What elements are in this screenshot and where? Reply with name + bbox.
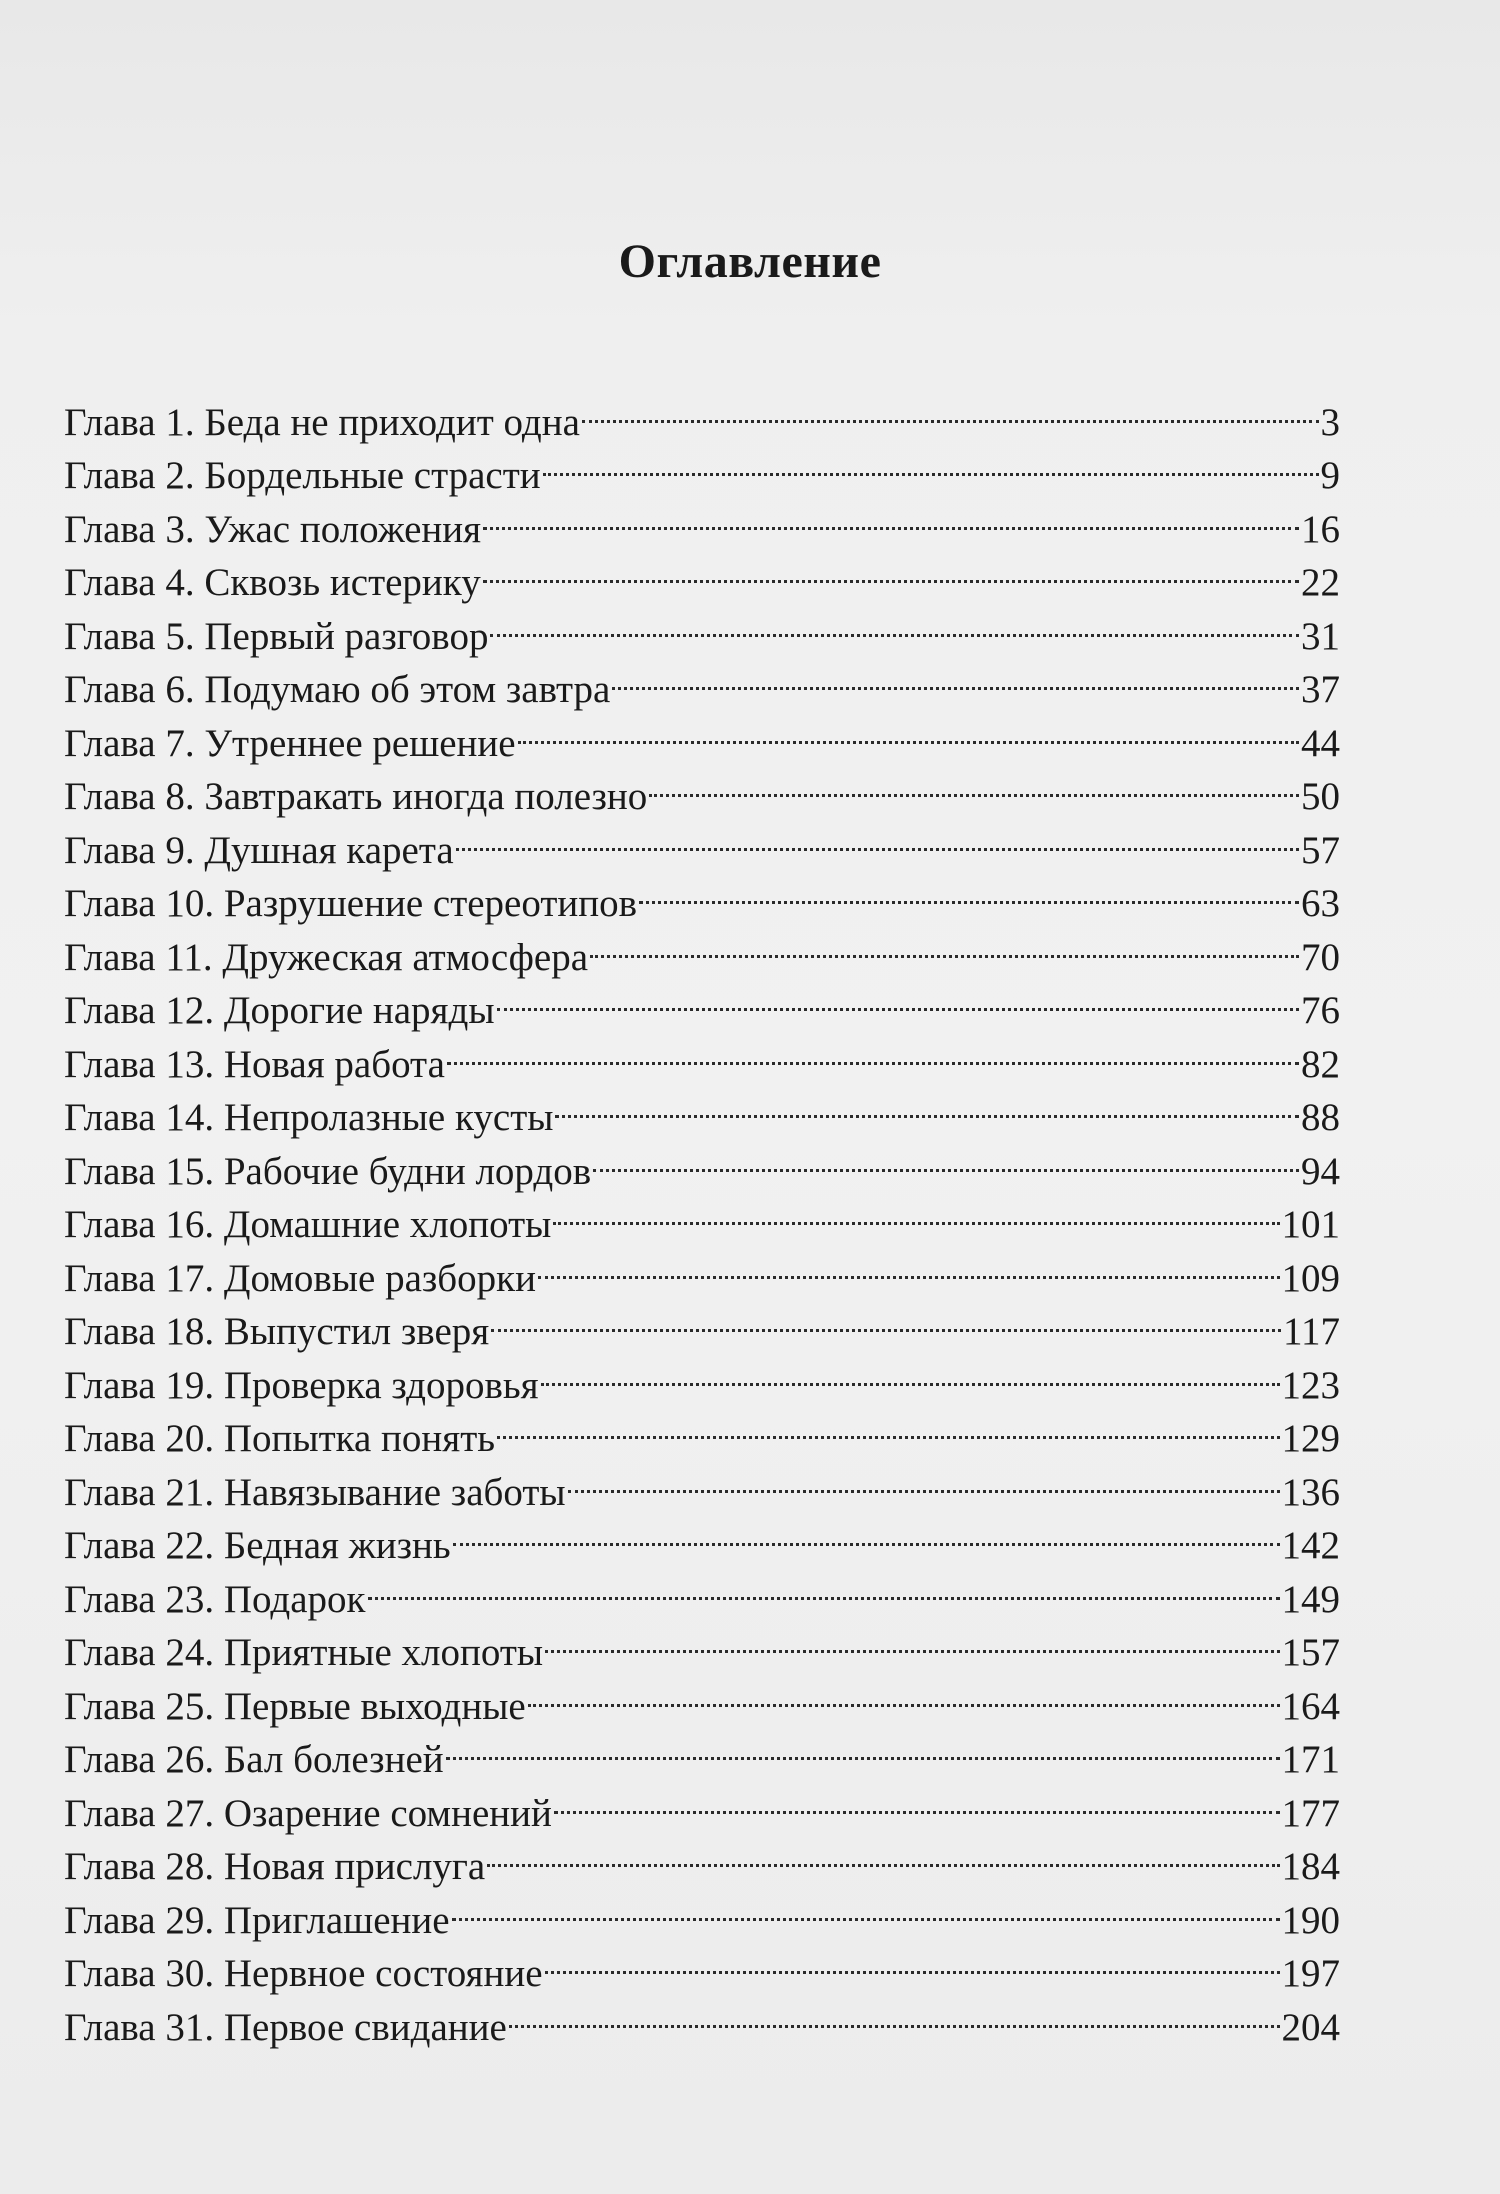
toc-entry-page-number: 190 xyxy=(1281,1898,1340,1942)
toc-entry-page-number: 184 xyxy=(1281,1845,1340,1888)
dot-leader xyxy=(490,595,1299,649)
dot-leader xyxy=(487,1826,1279,1880)
toc-entry-page-number: 16 xyxy=(1301,507,1340,551)
dot-leader xyxy=(518,702,1299,756)
toc-entry-label: Глава 9. Душная карета xyxy=(64,828,454,872)
dot-leader xyxy=(590,916,1299,970)
toc-entry-label: Глава 8. Завтракать иногда полезно xyxy=(64,775,648,818)
dot-leader xyxy=(452,1879,1280,1933)
dot-leader xyxy=(491,1291,1281,1345)
toc-entry-page-number: 157 xyxy=(1281,1631,1340,1674)
toc-entry-page-number: 31 xyxy=(1301,614,1340,658)
toc-entry-page-number: 117 xyxy=(1282,1310,1340,1353)
toc-entry-label: Глава 11. Дружеская атмосфера xyxy=(64,935,589,979)
toc-entry-page-number: 136 xyxy=(1281,1470,1340,1514)
toc-entry-label: Глава 26. Бал болезней xyxy=(64,1738,444,1781)
toc-entry-label: Глава 24. Приятные хлопоты xyxy=(64,1631,544,1674)
toc-entry-page-number: 50 xyxy=(1301,775,1340,818)
dot-leader xyxy=(483,542,1299,596)
dot-leader xyxy=(483,488,1299,542)
toc-entry-page-number: 164 xyxy=(1281,1684,1340,1728)
toc-entry-page-number: 129 xyxy=(1281,1417,1340,1460)
dot-leader xyxy=(554,1772,1280,1826)
toc-entry-page-number: 149 xyxy=(1281,1577,1340,1621)
toc-entry-page-number: 37 xyxy=(1301,668,1340,711)
toc-entry-label: Глава 1. Беда не приходит одна xyxy=(64,400,580,444)
dot-leader xyxy=(497,1398,1279,1452)
dot-leader xyxy=(538,1237,1280,1291)
dot-leader xyxy=(553,1184,1279,1238)
toc-entry-label: Глава 7. Утреннее решение xyxy=(64,721,516,765)
toc-entry-page-number: 88 xyxy=(1301,1096,1340,1139)
dot-leader xyxy=(456,809,1299,863)
toc-entry-label: Глава 23. Подарок xyxy=(64,1577,366,1621)
toc-entry-label: Глава 5. Первый разговор xyxy=(64,614,489,658)
toc-entry-label: Глава 25. Первые выходные xyxy=(64,1684,526,1728)
toc-entry-label: Глава 2. Бордельные страсти xyxy=(64,454,541,497)
toc-entry-label: Глава 22. Бедная жизнь xyxy=(64,1524,451,1567)
toc-entry-label: Глава 29. Приглашение xyxy=(64,1898,450,1942)
toc-entry-label: Глава 6. Подумаю об этом завтра xyxy=(64,668,611,711)
dot-leader xyxy=(509,1986,1280,2040)
dot-leader xyxy=(612,649,1299,703)
toc-entry-page-number: 9 xyxy=(1320,454,1340,497)
toc-entry-page-number: 123 xyxy=(1281,1363,1340,1407)
toc-entry-page-number: 197 xyxy=(1281,1952,1340,1995)
dot-leader xyxy=(593,1130,1299,1184)
toc-entry-page-number: 76 xyxy=(1301,989,1340,1032)
toc-entry-page-number: 44 xyxy=(1301,721,1340,765)
toc-entry-page-number: 101 xyxy=(1281,1203,1340,1246)
toc-entry-label: Глава 3. Ужас положения xyxy=(64,507,482,551)
toc-entry-page-number: 63 xyxy=(1301,882,1340,925)
toc-entry-label: Глава 14. Непролазные кусты xyxy=(64,1096,554,1139)
dot-leader xyxy=(528,1665,1280,1719)
toc-entry xyxy=(64,381,1340,444)
toc-entry-label: Глава 20. Попытка понять xyxy=(64,1417,496,1460)
dot-leader xyxy=(541,1344,1280,1398)
toc-entry-page-number: 142 xyxy=(1281,1524,1340,1567)
dot-leader xyxy=(368,1558,1280,1612)
dot-leader xyxy=(555,1077,1299,1131)
toc-entry-label: Глава 4. Сквозь истерику xyxy=(64,561,481,604)
dot-leader xyxy=(447,1023,1299,1077)
dot-leader xyxy=(497,970,1299,1024)
dot-leader xyxy=(582,381,1319,435)
dot-leader xyxy=(568,1451,1280,1505)
toc-entry-page-number: 22 xyxy=(1301,561,1340,604)
toc-entry-page-number: 109 xyxy=(1281,1256,1340,1300)
toc-entry-label: Глава 31. Первое свидание xyxy=(64,2005,507,2049)
toc-entry-page-number: 3 xyxy=(1320,400,1340,444)
toc-entry-label: Глава 19. Проверка здоровья xyxy=(64,1363,539,1407)
toc-entry-label: Глава 15. Рабочие будни лордов xyxy=(64,1149,592,1193)
toc-entry-label: Глава 16. Домашние хлопоты xyxy=(64,1203,552,1246)
dot-leader xyxy=(453,1505,1280,1559)
page-title: Оглавление xyxy=(618,235,882,288)
toc-entry-page-number: 204 xyxy=(1281,2005,1340,2049)
toc-entry-page-number: 94 xyxy=(1301,1149,1340,1193)
toc-entry-label: Глава 12. Дорогие наряды xyxy=(64,989,495,1032)
dot-leader xyxy=(543,435,1319,489)
toc-entry-page-number: 177 xyxy=(1281,1791,1340,1835)
toc-entry-page-number: 82 xyxy=(1301,1042,1340,1086)
toc-entry-label: Глава 28. Новая прислуга xyxy=(64,1845,486,1888)
toc-entry-page-number: 70 xyxy=(1301,935,1340,979)
table-of-contents xyxy=(64,381,1340,2049)
toc-entry-label: Глава 18. Выпустил зверя xyxy=(64,1310,490,1353)
dot-leader xyxy=(446,1719,1280,1773)
dot-leader xyxy=(639,863,1299,917)
toc-entry-label: Глава 10. Разрушение стереотипов xyxy=(64,882,638,925)
toc-entry-label: Глава 13. Новая работа xyxy=(64,1042,445,1086)
toc-entry-label: Глава 21. Навязывание заботы xyxy=(64,1470,566,1514)
dot-leader xyxy=(545,1612,1279,1666)
toc-entry-page-number: 57 xyxy=(1301,828,1340,872)
toc-entry-label: Глава 30. Нервное состояние xyxy=(64,1952,543,1995)
toc-entry-label: Глава 27. Озарение сомнений xyxy=(64,1791,552,1835)
toc-entry-label: Глава 17. Домовые разборки xyxy=(64,1256,536,1300)
dot-leader xyxy=(649,756,1299,810)
dot-leader xyxy=(545,1933,1280,1987)
toc-entry-page-number: 171 xyxy=(1281,1738,1340,1781)
